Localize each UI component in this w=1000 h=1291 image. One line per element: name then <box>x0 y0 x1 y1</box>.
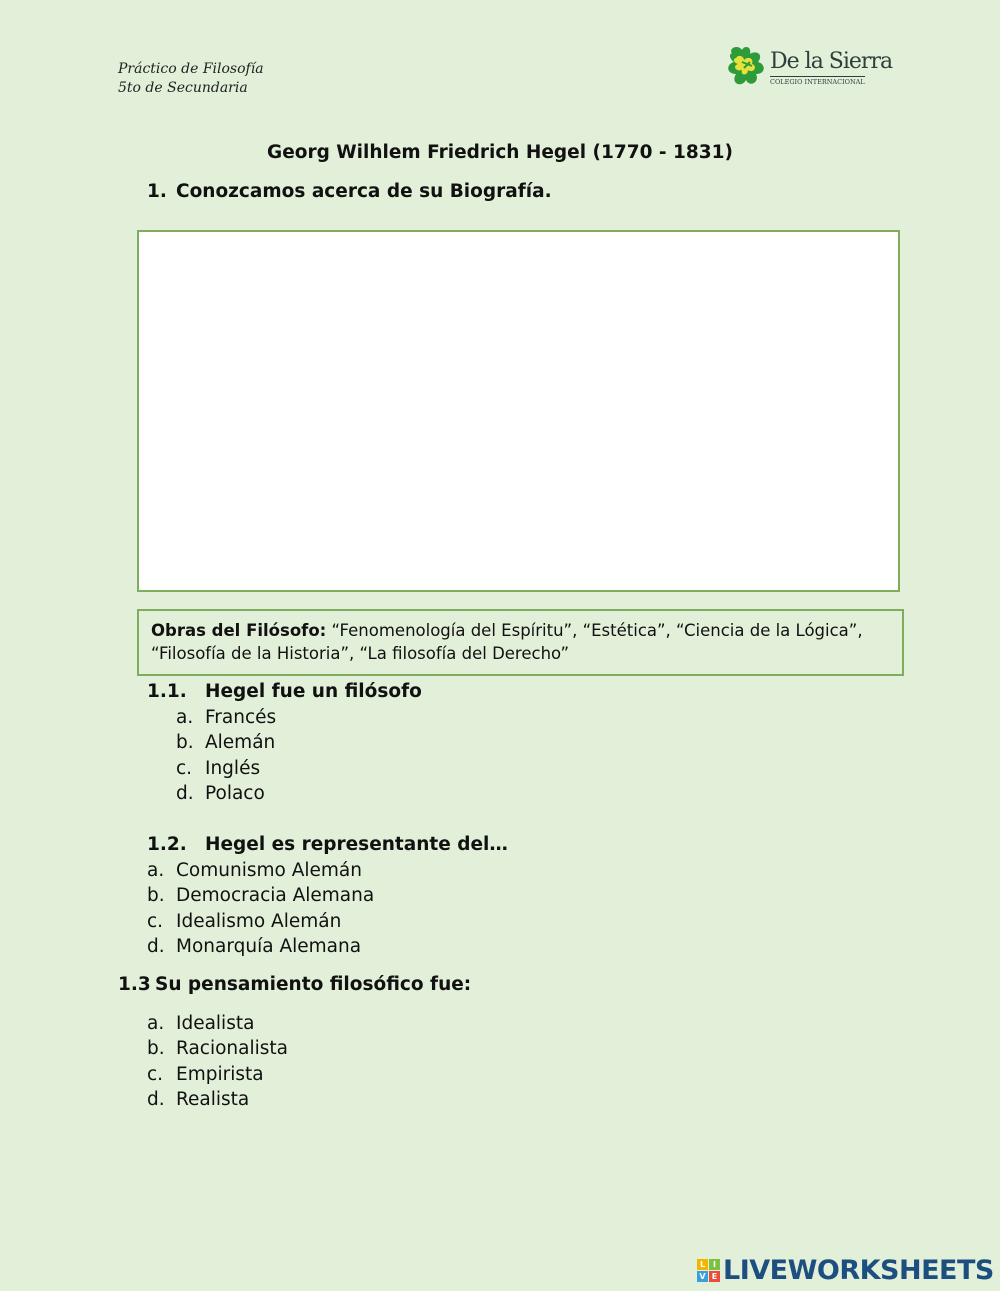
works-box <box>137 609 904 676</box>
option-text: Democracia Alemana <box>176 885 375 907</box>
logo-subtitle: COLEGIO INTERNACIONAL <box>770 78 865 86</box>
option-text: Alemán <box>205 732 276 754</box>
question-1-1 <box>147 681 422 702</box>
works-list: “Fenomenología del Espíritu”, “Estética”, “Ciencia de la Lógica”, “Filosofía de la Historia”, “La filosofía del Derecho” <box>151 621 863 663</box>
option-text: Inglés <box>205 757 261 779</box>
option-text: Empirista <box>176 1063 264 1085</box>
works-label: Obras del Filósofo: <box>151 621 327 640</box>
option-d[interactable] <box>176 781 276 806</box>
live-blocks-icon <box>697 1259 721 1283</box>
block-v: V <box>697 1271 708 1282</box>
option-a[interactable] <box>147 858 374 883</box>
option-letter: b. <box>176 732 194 754</box>
option-letter: c. <box>147 910 164 932</box>
option-text: Realista <box>176 1089 250 1111</box>
question-number: 1.1. <box>147 681 187 702</box>
option-text: Francés <box>205 707 277 728</box>
option-b[interactable] <box>147 1036 288 1061</box>
option-text: Monarquía Alemana <box>176 936 362 958</box>
flower-logo-icon <box>726 44 770 92</box>
options-1-3 <box>147 1011 288 1113</box>
options-1-2 <box>147 858 374 960</box>
course-grade: 5to de Secundaria <box>118 80 248 96</box>
section-heading <box>147 181 552 202</box>
option-letter: d. <box>147 1089 165 1111</box>
question-1-3 <box>118 974 471 995</box>
block-i: I <box>709 1259 720 1270</box>
block-l: L <box>697 1259 708 1270</box>
option-c[interactable] <box>147 909 374 934</box>
option-text: Polaco <box>205 783 265 805</box>
option-letter: a. <box>147 1013 165 1034</box>
option-a[interactable] <box>176 705 276 730</box>
option-b[interactable] <box>147 883 374 908</box>
option-letter: b. <box>147 885 165 907</box>
option-c[interactable] <box>147 1062 288 1087</box>
option-letter: a. <box>176 707 194 728</box>
option-letter: c. <box>147 1063 164 1085</box>
question-text: Hegel es representante del… <box>205 834 508 855</box>
page-title: Georg Wilhlem Friedrich Hegel (1770 - 1831) <box>267 142 733 163</box>
section-title: Conozcamos acerca de su Biografía. <box>176 181 552 202</box>
option-c[interactable] <box>176 756 276 781</box>
options-1-1 <box>176 705 276 807</box>
liveworksheets-brand[interactable] <box>697 1256 997 1286</box>
option-letter: d. <box>176 783 194 805</box>
option-letter: d. <box>147 936 165 958</box>
option-b[interactable] <box>176 730 276 755</box>
question-number: 1.3 <box>118 974 151 995</box>
school-logo <box>726 44 893 92</box>
section-number: 1. <box>147 181 167 202</box>
option-text: Idealista <box>176 1013 255 1034</box>
option-a[interactable] <box>147 1011 288 1036</box>
question-text: Hegel fue un filósofo <box>205 681 422 702</box>
biography-box <box>137 230 900 592</box>
question-1-2 <box>147 834 508 855</box>
logo-title: De la Sierra <box>770 49 893 74</box>
course-title: Práctico de Filosofía <box>118 61 264 77</box>
option-text: Idealismo Alemán <box>176 910 342 932</box>
brand-text: LIVEWORKSHEETS <box>723 1255 994 1286</box>
course-header <box>118 60 264 98</box>
option-letter: a. <box>147 860 165 881</box>
option-text: Racionalista <box>176 1038 288 1060</box>
option-d[interactable] <box>147 934 374 959</box>
option-letter: c. <box>176 757 193 779</box>
question-text: Su pensamiento filosófico fue: <box>155 974 472 995</box>
block-e: E <box>709 1271 720 1282</box>
option-d[interactable] <box>147 1087 288 1112</box>
option-letter: b. <box>147 1038 165 1060</box>
question-number: 1.2. <box>147 834 187 855</box>
option-text: Comunismo Alemán <box>176 860 362 881</box>
